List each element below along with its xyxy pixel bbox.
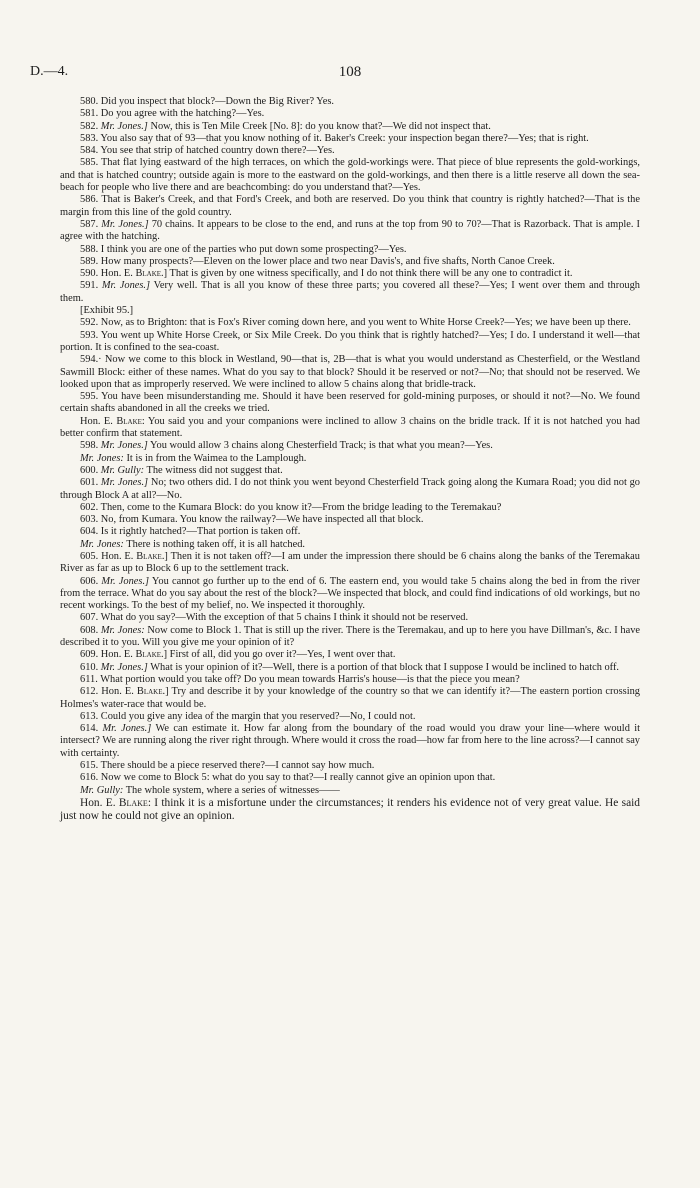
speaker-surname: Blake	[136, 550, 162, 562]
testimony-paragraph	[60, 96, 640, 108]
question-number: 601.	[80, 477, 99, 489]
question-number: 615.	[80, 760, 99, 772]
question-number: 605.	[80, 550, 99, 562]
paragraph-text: : I think it is a misfortune under the circumstances; it renders his evidence not of very great value. He said just now he could not give an opinion.	[60, 796, 640, 822]
paragraph-text: What is your opinion of it?—Well, there is a portion of that block that I suppose I would be inclined to hatch off.	[147, 661, 620, 673]
question-number: 589.	[80, 255, 99, 267]
question-number: 613.	[80, 710, 99, 722]
speaker-name: Mr. Gully:	[100, 464, 145, 476]
speaker-name: Mr. Jones.]	[100, 120, 148, 132]
testimony-paragraph	[60, 674, 640, 686]
paragraph-text: No, from Kumara. You know the railway?—We have inspected all that block.	[100, 514, 424, 526]
speaker-surname: Blake	[135, 268, 162, 280]
testimony-paragraph	[60, 785, 640, 797]
question-number: 586.	[80, 194, 99, 206]
testimony-paragraph	[60, 268, 640, 280]
testimony-paragraph	[60, 662, 640, 674]
testimony-paragraph	[60, 317, 640, 329]
testimony-paragraph	[60, 108, 640, 120]
paragraph-text: Is it rightly hatched?—That portion is taken off.	[100, 526, 301, 538]
paragraph-text: What do you say?—With the exception of that 5 chains I think it should not be reserved.	[100, 612, 469, 624]
question-number: 584.	[80, 145, 99, 157]
testimony-paragraph	[60, 526, 640, 538]
testimony-paragraph	[60, 440, 640, 452]
testimony-paragraph	[60, 477, 640, 502]
testimony-paragraph	[60, 502, 640, 514]
testimony-paragraph	[60, 453, 640, 465]
testimony-paragraph	[60, 133, 640, 145]
paragraph-text: 70 chains. It appears to be close to the end, and runs at the top from 90 to 70?—That is Razorback. That is ample. I agree with the hatching.	[60, 218, 640, 243]
speaker-surname: Blake	[135, 649, 162, 661]
paragraph-text: That flat lying eastward of the high terraces, on which the gold-workings were. That piece of blue represents the gold-workings, and that is hatched country; outside again is more to the eastward on the gold-workings, and then there is a little reserve all down the sea-beach for people who live there and are beachcombing: do you understand that?—Yes.	[60, 157, 640, 194]
question-number: 591.	[80, 280, 99, 292]
testimony-paragraph	[60, 686, 640, 711]
paragraph-text: No; two others did. I do not think you went beyond Chesterfield Track going along the Kumara Road; you did not go through Block A at all?—No.	[60, 477, 640, 501]
speaker-name: Mr. Jones:	[80, 452, 124, 464]
testimony-paragraph	[60, 194, 640, 219]
question-number: 595.	[80, 391, 99, 403]
testimony-paragraph	[60, 157, 640, 194]
question-number: 606.	[80, 575, 99, 587]
paragraph-text: It is in from the Waimea to the Lamplough.	[123, 452, 307, 464]
testimony-body	[60, 96, 640, 822]
testimony-paragraph	[60, 649, 640, 661]
speaker-name: Mr. Jones.]	[100, 440, 148, 452]
testimony-paragraph	[60, 576, 640, 613]
paragraph-text: Hon. E.	[80, 796, 119, 809]
question-number: 585.	[80, 157, 99, 169]
paragraph-text: Now, as to Brighton: that is Fox's River coming down here, and you went to White Horse Creek?—Yes; we have been up there.	[100, 317, 631, 329]
paragraph-text: Now come to Block 1. That is still up the river. There is the Teremakau, and up to here you have Dillman's, &c. I have described it to you. Will you give me your opinion of it?	[60, 624, 640, 649]
question-number: 600.	[80, 464, 99, 476]
speaker-surname: Blake	[116, 415, 142, 427]
paragraph-text: .] That is given by one witness specifically, and I do not think there will be any one to contradict it.	[161, 268, 573, 280]
paragraph-text: There is nothing taken off, it is all hatched.	[123, 538, 305, 550]
question-number: 587.	[80, 218, 99, 230]
speaker-name: Mr. Gully:	[80, 784, 124, 796]
question-number: 592.	[80, 317, 99, 329]
question-number: 616.	[80, 772, 99, 784]
paragraph-text: Did you inspect that block?—Down the Big River? Yes.	[100, 96, 334, 107]
paragraph-text: There should be a piece reserved there?—I cannot say how much.	[100, 760, 375, 772]
testimony-paragraph	[60, 354, 640, 391]
paragraph-text: You have been misunderstanding me. Should it have been reserved for gold-mining purposes, or should it not?—No. We found certain shafts abandoned in all the creeks we tried.	[60, 391, 640, 415]
paragraph-text: The whole system, where a series of witnesses——	[123, 784, 340, 796]
paragraph-text: [Exhibit 95.]	[80, 305, 134, 317]
testimony-paragraph	[60, 145, 640, 157]
testimony-paragraph	[60, 539, 640, 551]
speaker-name: Mr. Jones.]	[100, 477, 149, 489]
paragraph-text: Now we come to this block in Westland, 90—that is, 2B—that is what you would understand as Chesterfield, or the Westland Sawmill Block: either of these names. What do you say to that block? Should it be reserved or not?—No; that should not be reserved. We looked upon that as improperly reserved. We were inclined to allow 5 chains along that bridle-track.	[60, 354, 640, 390]
paragraph-text: Now, this is Ten Mile Creek [No. 8]: do you know that?—We did not inspect that.	[147, 120, 491, 132]
question-number: 582.	[80, 120, 99, 132]
testimony-paragraph	[60, 711, 640, 723]
question-number: 583.	[80, 132, 99, 144]
testimony-paragraph	[60, 551, 640, 576]
question-number: 581.	[80, 108, 99, 120]
testimony-paragraph	[60, 797, 640, 822]
paragraph-text: : You said you and your companions were inclined to allow 3 chains on the bridle track. If it is not hatched you had better confirm that statement.	[60, 415, 641, 440]
paragraph-text: I think you are one of the parties who put down some prospecting?—Yes.	[100, 243, 407, 255]
question-number: 590.	[80, 268, 99, 280]
testimony-paragraph	[60, 772, 640, 784]
testimony-paragraph	[60, 121, 640, 133]
document-reference: D.—4.	[30, 64, 69, 79]
paragraph-text: You see that strip of hatched country down there?—Yes.	[100, 145, 335, 157]
paragraph-text: .] Try and describe it by your knowledge of the country so that we can identify it?—The eastern portion crossing Holmes's water-race that would be.	[60, 686, 640, 710]
question-number: 608.	[80, 624, 99, 636]
paragraph-text: Could you give any idea of the margin that you reserved?—No, I could not.	[100, 710, 416, 722]
paragraph-text: Hon. E.	[80, 415, 117, 427]
question-number: 598.	[80, 440, 99, 452]
testimony-paragraph	[60, 391, 640, 416]
paragraph-text: Then, come to the Kumara Block: do you know it?—From the bridge leading to the Teremakau?	[100, 501, 502, 513]
page-number: 108	[338, 64, 362, 80]
paragraph-text: You cannot go further up to the end of 6. The eastern end, you would take 5 chains along the bed in from the river from the terrace. What do you say about the rest of the block?—We inspected that block, and could find indications of old workings, but no recent workings. To the best of my belief, no. We inspected it thoroughly.	[60, 575, 640, 612]
paragraph-text: Hon. E.	[100, 268, 136, 280]
speaker-name: Mr. Jones:	[80, 538, 124, 550]
question-number: 607.	[80, 612, 99, 624]
question-number: 588.	[80, 243, 99, 255]
speaker-surname: Blake	[136, 686, 163, 698]
speaker-name: Mr. Jones.]	[101, 280, 151, 292]
testimony-paragraph	[60, 244, 640, 256]
question-number: 610.	[80, 661, 99, 673]
speaker-surname: Blake	[118, 796, 148, 809]
question-number: 614.	[80, 723, 99, 735]
speaker-name: Mr. Jones.]	[100, 661, 148, 673]
speaker-name: Mr. Jones:	[100, 624, 145, 636]
question-number: 609.	[80, 649, 99, 661]
paragraph-text: Hon. E.	[101, 686, 137, 698]
paragraph-text: We can estimate it. How far along from the boundary of the road would you draw your line—where would it intersect? We are running along the river right through. Where would it cross the road—how far from here to the line across?—I cannot say with certainty.	[60, 723, 640, 759]
question-number: 611.	[80, 673, 98, 685]
paragraph-text: How many prospects?—Eleven on the lower place and two near Davis's, and five shafts, North Canoe Creek.	[100, 255, 555, 267]
paragraph-text: Very well. That is all you know of these three parts; you covered all these?—Yes; I went over them and through them.	[60, 280, 640, 304]
testimony-paragraph	[60, 612, 640, 624]
paragraph-text: Now we come to Block 5: what do you say to that?—I really cannot give an opinion upon that.	[100, 772, 496, 784]
speaker-name: Mr. Jones.]	[101, 218, 149, 230]
question-number: 603.	[80, 514, 99, 526]
testimony-paragraph	[60, 330, 640, 355]
speaker-name: Mr. Jones.]	[101, 575, 150, 587]
testimony-paragraph	[60, 465, 640, 477]
testimony-paragraph	[60, 416, 640, 441]
speaker-name: Mr. Jones.]	[102, 723, 152, 735]
question-number: 612.	[80, 686, 99, 698]
testimony-paragraph	[60, 625, 640, 650]
testimony-paragraph	[60, 723, 640, 760]
paragraph-text: You would allow 3 chains along Chesterfield Track; is that what you mean?—Yes.	[147, 440, 493, 452]
question-number: 604.	[80, 526, 99, 538]
testimony-paragraph	[60, 305, 640, 317]
paragraph-text: You also say that of 93—that you know nothing of it. Baker's Creek: your inspection began there?—Yes; that is right.	[100, 132, 589, 144]
paragraph-text: That is Baker's Creek, and that Ford's Creek, and both are reserved. Do you think that country is rightly hatched?—That is the margin from this line of the gold country.	[60, 194, 640, 218]
paragraph-text: You went up White Horse Creek, or Six Mile Creek. Do you think that is rightly hatched?—Yes; I do. I understand it well—that portion. It is confined to the sea-coast.	[60, 329, 641, 353]
testimony-paragraph	[60, 514, 640, 526]
question-number: 593.	[80, 329, 99, 341]
testimony-paragraph	[60, 760, 640, 772]
testimony-paragraph	[60, 219, 640, 244]
paragraph-text: Do you agree with the hatching?—Yes.	[100, 108, 265, 120]
paragraph-text: Hon. E.	[101, 550, 137, 562]
question-number: 594.·	[80, 354, 102, 366]
paragraph-text: .] First of all, did you go over it?—Yes, I went over that.	[161, 649, 396, 661]
question-number: 580.	[80, 96, 99, 107]
question-number: 602.	[80, 501, 99, 513]
testimony-paragraph	[60, 256, 640, 268]
paragraph-text: .] Then it is not taken off?—I am under the impression there should be 6 chains along the banks of the Teremakau River as far as up to Block 6 up to the settlement track.	[60, 550, 640, 575]
page-header	[30, 64, 670, 82]
testimony-paragraph	[60, 280, 640, 305]
paragraph-text: The witness did not suggest that.	[144, 464, 283, 476]
paragraph-text: What portion would you take off? Do you mean towards Harris's house—is that the piece you mean?	[100, 673, 520, 685]
paragraph-text: Hon. E.	[100, 649, 136, 661]
